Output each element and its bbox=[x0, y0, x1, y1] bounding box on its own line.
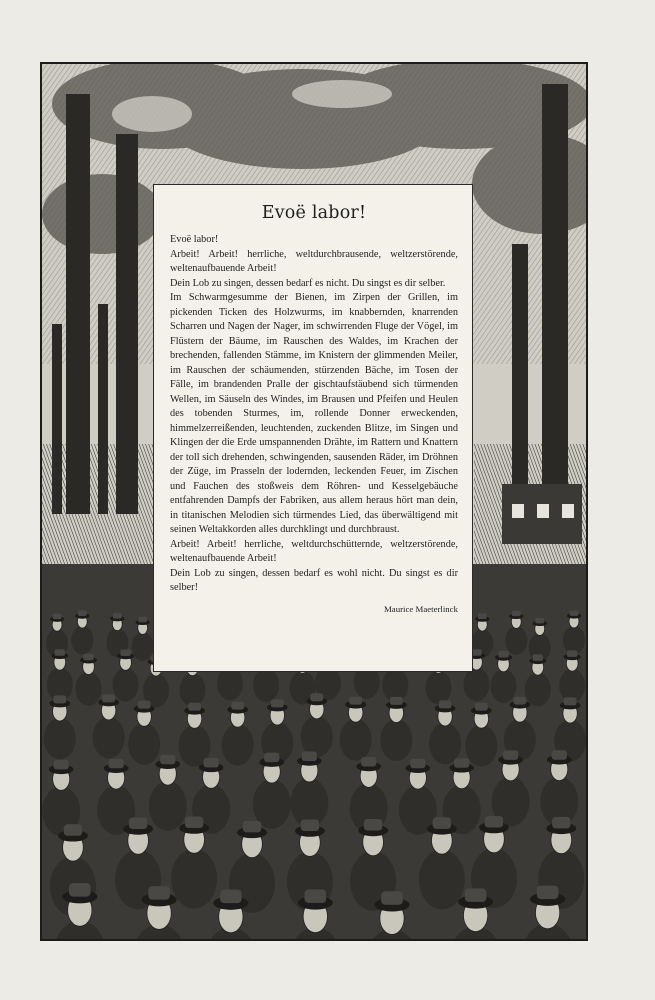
worker-body bbox=[44, 718, 76, 760]
worker-hat-crown bbox=[231, 702, 244, 710]
worker-body bbox=[525, 673, 551, 707]
worker-body bbox=[465, 725, 497, 767]
worker-hat-crown bbox=[361, 757, 376, 767]
worker-hat-crown bbox=[533, 654, 543, 661]
poem-line: Arbeit! Arbeit! herrliche, weltdurchbrausende, weltzerstörende, weltenaufbauende Arbeit! bbox=[170, 248, 458, 274]
worker-body bbox=[301, 716, 333, 758]
worker-body bbox=[559, 669, 585, 703]
worker-body bbox=[93, 717, 125, 759]
worker-hat-crown bbox=[552, 817, 570, 829]
worker-hat-crown bbox=[148, 886, 170, 900]
worker-hat-crown bbox=[349, 697, 362, 705]
poem-panel bbox=[153, 184, 473, 672]
worker-hat-crown bbox=[410, 759, 425, 769]
worker-body bbox=[340, 719, 372, 761]
worker-hat-crown bbox=[513, 697, 526, 705]
worker-body bbox=[149, 781, 187, 830]
worker-body bbox=[222, 724, 254, 766]
worker-body bbox=[563, 626, 585, 655]
worker-hat-crown bbox=[535, 618, 544, 624]
worker-hat-crown bbox=[439, 700, 452, 708]
worker-hat-crown bbox=[567, 650, 577, 657]
poem-line: Dein Lob zu singen, dessen bedarf es wohl nicht. Du singst es dir selber! bbox=[170, 567, 458, 593]
worker-hat-crown bbox=[53, 695, 66, 703]
worker-body bbox=[179, 673, 205, 707]
worker-body bbox=[380, 719, 412, 761]
worker-hat-crown bbox=[138, 617, 147, 623]
worker-hat-crown bbox=[478, 614, 487, 620]
worker-hat-crown bbox=[120, 650, 130, 657]
worker-hat-crown bbox=[390, 697, 403, 705]
worker-hat-crown bbox=[185, 817, 203, 829]
poem-line: Arbeit! Arbeit! herrliche, weltdurchschütternde, weltzerstörende, weltenaufbauende Arbeit! bbox=[170, 538, 458, 564]
worker-body bbox=[419, 850, 465, 910]
worker-hat-crown bbox=[113, 613, 122, 619]
worker-hat-crown bbox=[109, 759, 124, 769]
worker-hat-crown bbox=[537, 886, 559, 900]
worker-hat-crown bbox=[465, 888, 487, 902]
worker-hat-crown bbox=[64, 824, 82, 836]
author-signature: Maurice Maeterlinck bbox=[383, 603, 458, 614]
worker-hat-crown bbox=[433, 817, 451, 829]
worker-hat-crown bbox=[83, 654, 93, 661]
worker-body bbox=[425, 671, 451, 705]
worker-body bbox=[132, 632, 154, 661]
worker-hat-crown bbox=[54, 760, 69, 770]
worker-body bbox=[429, 723, 461, 765]
worker-hat-crown bbox=[53, 614, 62, 620]
worker-hat-crown bbox=[243, 821, 261, 833]
worker-hat-crown bbox=[564, 697, 577, 705]
worker-body bbox=[113, 668, 139, 702]
worker-hat-crown bbox=[188, 703, 201, 711]
worker-hat-crown bbox=[512, 611, 521, 617]
worker-hat-crown bbox=[55, 649, 65, 656]
poem-title: Evoë labor! bbox=[261, 203, 367, 223]
worker-hat-crown bbox=[301, 820, 319, 832]
worker-body bbox=[463, 667, 489, 701]
worker-hat-crown bbox=[310, 693, 323, 701]
worker-body bbox=[253, 668, 279, 702]
worker-hat-crown bbox=[475, 703, 488, 711]
worker-hat-crown bbox=[264, 753, 279, 763]
poem-line: Dein Lob zu singen, dessen bedarf es nicht. Du singst es dir selber. bbox=[170, 277, 446, 289]
worker-hat-crown bbox=[102, 694, 115, 702]
worker-hat-crown bbox=[69, 883, 91, 897]
worker-hat-crown bbox=[364, 819, 382, 831]
worker-hat-crown bbox=[138, 701, 151, 709]
worker-body bbox=[128, 723, 160, 765]
worker-hat-crown bbox=[498, 651, 508, 658]
worker-hat-crown bbox=[220, 890, 242, 904]
worker-hat-crown bbox=[570, 610, 579, 616]
worker-hat-crown bbox=[503, 750, 518, 760]
worker-hat-crown bbox=[129, 817, 147, 829]
worker-hat-crown bbox=[78, 610, 87, 616]
worker-hat-crown bbox=[302, 752, 317, 762]
worker-hat-crown bbox=[454, 758, 469, 768]
worker-hat-crown bbox=[381, 891, 403, 905]
worker-hat-crown bbox=[485, 816, 503, 828]
worker-hat-crown bbox=[305, 889, 327, 903]
worker-body bbox=[491, 669, 517, 703]
poem-line: Evoë labor! bbox=[170, 234, 219, 245]
worker-body bbox=[76, 672, 102, 706]
worker-body bbox=[505, 626, 527, 655]
worker-body bbox=[171, 849, 217, 909]
worker-hat-crown bbox=[552, 750, 567, 760]
poem-line: Im Schwarmgesumme der Bienen, im Zirpen der Grillen, im pickenden Ticken des Holzwurms, im knabbernden, knarrenden Scharren und Nagen der Nager, im schwirrenden Fluge der Vögel, im Flüstern der Bäume, im Rauschen des Waldes, im Krachen der brechenden, fallenden Stämme, im Knistern der glimmenden Meiler, im Rauschen der schäumenden, stürzenden Bäche, im Tosen der Fälle, im brandenden Pralle der gischtaufstäubend sich türmenden Wellen, im Säuseln des Windes, im Brausen und Pfeifen und Heulen des tobenden Sturmes, im, rollende Donner erweckenden, himmelzerreißenden, leuchtenden, zuckenden Blitze, im Singen und Klingen der die Erde umspannenden Drähte, im Rattern und Knattern der toll sich drehenden, schwingenden, sausenden Räder, im Dröhnen der Züge, im Prasseln der lodernden, leckenden Feuer, im Zischen und Fauchen des stoßweis dem Röhren- und Kesselgebäuche entfahrenden Dampfs der Fabriken, aus allem heraus hört man dein, in titanischen Melodien sich türmendes Lied, das überwältigend mit seinen Weltakkorden alles durchklingt und durchbraust. bbox=[170, 292, 458, 535]
worker-hat-crown bbox=[204, 758, 219, 768]
worker-body bbox=[71, 626, 93, 655]
worker-hat-crown bbox=[160, 755, 175, 765]
poem-body bbox=[170, 233, 458, 596]
worker-hat-crown bbox=[271, 699, 284, 707]
